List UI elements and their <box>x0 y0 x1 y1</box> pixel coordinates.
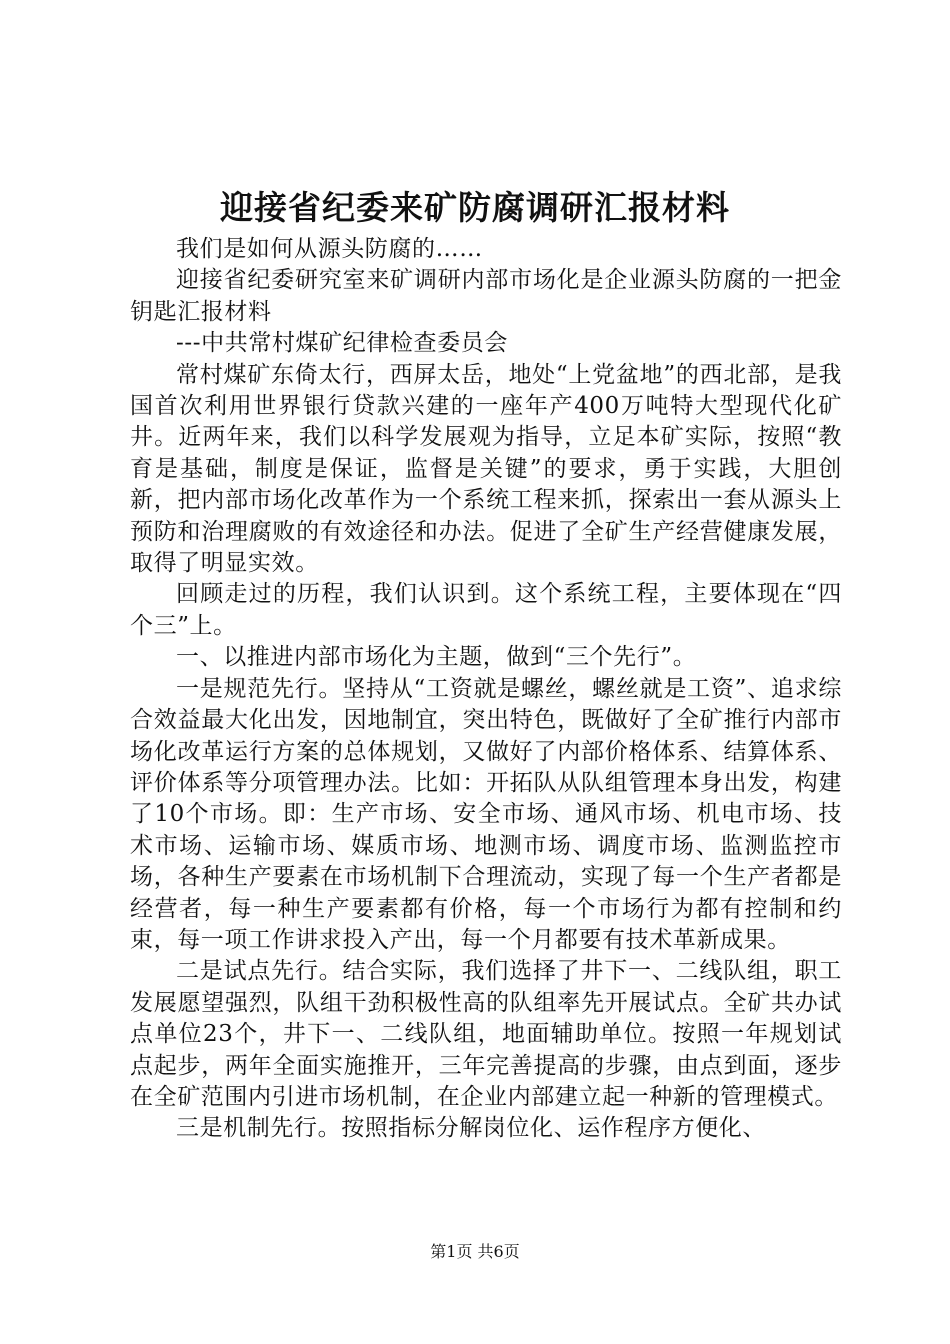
paragraph: 迎接省纪委研究室来矿调研内部市场化是企业源头防腐的一把金钥匙汇报材料 <box>130 267 842 325</box>
paragraph: 一、以推进内部市场化为主题，做到“三个先行”。 <box>176 644 697 671</box>
paragraph: 常村煤矿东倚太行，西屏太岳，地处“上党盆地”的西北部，是我国首次利用世界银行贷款兴建的一座年产400万吨特大型现代化矿井。近两年来，我们以科学发展观为指导，立足本矿实际，按照“教育是基础，制度是保证，监督是关键”的要求，勇于实践，大胆创新，把内部市场化改革作为一个系统工程来抓，探索出一套从源头上预防和治理腐败的有效途径和办法。促进了全矿生产经营健康发展，取得了明显实效。 <box>130 361 842 577</box>
paragraph: 一是规范先行。坚持从“工资就是螺丝，螺丝就是工资”、追求综合效益最大化出发，因地制宜，突出特色，既做好了全矿推行内部市场化改革运行方案的总体规划，又做好了内部价格体系、结算体系、评价体系等分项管理办法。比如：开拓队从队组管理本身出发，构建了10个市场。即：生产市场、安全市场、通风市场、机电市场、技术市场、运输市场、媒质市场、地测市场、调度市场、监测监控市场，各种生产要素在市场机制下合理流动，实现了每一个生产者都是经营者，每一种生产要素都有价格，每一个市场行为都有控制和约束，每一项工作讲求投入产出，每一个月都要有技术革新成果。 <box>130 675 842 953</box>
paragraph: 我们是如何从源头防腐的…… <box>176 236 483 262</box>
document-body <box>130 234 842 1145</box>
paragraph: ---中共常村煤矿纪律检查委员会 <box>176 330 508 357</box>
paragraph: 三是机制先行。按照指标分解岗位化、运作程序方便化、 <box>176 1115 766 1142</box>
document-title: 迎接省纪委来矿防腐调研汇报材料 <box>220 188 730 227</box>
page-number-footer: 第1页 共6页 <box>430 1242 520 1261</box>
paragraph: 二是试点先行。结合实际，我们选择了井下一、二线队组，职工发展愿望强烈，队组干劲积极性高的队组率先开展试点。全矿共办试点单位23个，井下一、二线队组，地面辅助单位。按照一年规划试点起步，两年全面实施推开，三年完善提高的步骤，由点到面，逐步在全矿范围内引进市场机制，在企业内部建立起一种新的管理模式。 <box>130 958 842 1110</box>
paragraph: 回顾走过的历程，我们认识到。这个系统工程，主要体现在“四个三”上。 <box>130 581 842 639</box>
